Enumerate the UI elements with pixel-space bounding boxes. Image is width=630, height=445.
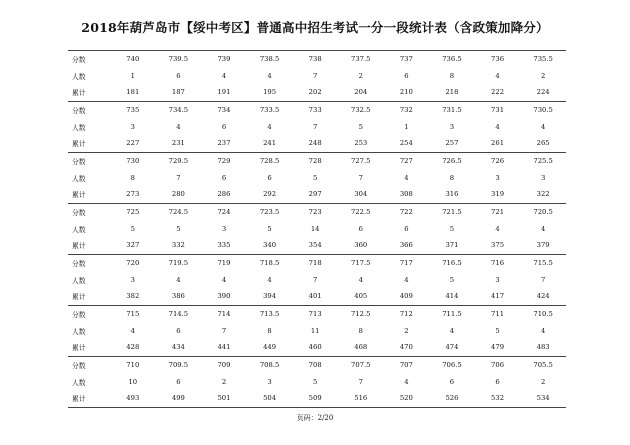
score-cell: 729.5 bbox=[168, 157, 189, 166]
score-label: 分数 bbox=[72, 311, 86, 320]
count-cell: 4 bbox=[404, 275, 409, 284]
cumulative-cell: 379 bbox=[536, 241, 550, 250]
count-cell: 14 bbox=[310, 224, 320, 233]
score-cell: 721 bbox=[491, 208, 505, 217]
count-cell: 8 bbox=[449, 173, 455, 182]
score-cell: 733 bbox=[308, 106, 322, 115]
score-cell: 718 bbox=[308, 259, 322, 268]
score-cell: 708 bbox=[308, 361, 322, 370]
cumulative-cell: 449 bbox=[263, 343, 277, 352]
score-block bbox=[68, 50, 566, 101]
cumulative-cell: 210 bbox=[399, 88, 413, 97]
cumulative-cell: 499 bbox=[171, 394, 185, 403]
count-row bbox=[68, 221, 566, 238]
count-cell: 2 bbox=[540, 377, 546, 386]
score-cell: 717.5 bbox=[351, 259, 371, 268]
count-cell: 6 bbox=[221, 173, 227, 182]
cumulative-cell: 394 bbox=[263, 292, 277, 301]
cumulative-cell: 504 bbox=[263, 394, 277, 403]
count-cell: 3 bbox=[495, 275, 500, 284]
cumulative-cell: 319 bbox=[491, 190, 505, 199]
score-row bbox=[68, 255, 566, 272]
cumulative-cell: 520 bbox=[399, 394, 413, 403]
score-cell: 732.5 bbox=[351, 106, 371, 115]
score-cell: 714 bbox=[217, 310, 231, 319]
cumulative-cell: 191 bbox=[217, 88, 231, 97]
count-label: 人数 bbox=[72, 276, 86, 285]
score-cell: 732 bbox=[399, 106, 413, 115]
score-label: 分数 bbox=[72, 56, 86, 65]
score-cell: 727 bbox=[399, 157, 413, 166]
count-cell: 3 bbox=[540, 173, 546, 182]
score-label: 分数 bbox=[72, 209, 86, 218]
cumulative-cell: 366 bbox=[399, 241, 413, 250]
cumulative-cell: 204 bbox=[354, 88, 368, 97]
score-cell: 714.5 bbox=[168, 310, 189, 319]
score-cell: 728.5 bbox=[259, 157, 280, 166]
score-cell: 738 bbox=[308, 55, 322, 64]
score-cell: 709 bbox=[217, 361, 231, 370]
score-cell: 708.5 bbox=[259, 361, 280, 370]
count-cell: 7 bbox=[358, 377, 363, 386]
score-cell: 735.5 bbox=[533, 55, 553, 64]
count-row bbox=[68, 374, 566, 391]
cumulative-cell: 327 bbox=[126, 241, 140, 250]
score-table bbox=[68, 50, 566, 408]
cumulative-cell: 516 bbox=[354, 394, 368, 403]
score-cell: 730.5 bbox=[533, 106, 553, 115]
count-cell: 6 bbox=[176, 71, 181, 80]
cumulative-cell: 460 bbox=[308, 343, 322, 352]
cumulative-cell: 493 bbox=[126, 394, 140, 403]
score-cell: 738.5 bbox=[259, 55, 280, 64]
count-cell: 4 bbox=[540, 122, 546, 131]
cumulative-label: 累计 bbox=[72, 293, 86, 302]
cumulative-cell: 479 bbox=[491, 343, 505, 352]
score-cell: 723.5 bbox=[259, 208, 280, 217]
cumulative-cell: 322 bbox=[536, 190, 550, 199]
count-cell: 4 bbox=[449, 326, 455, 335]
score-label: 分数 bbox=[72, 107, 86, 116]
cumulative-cell: 534 bbox=[536, 394, 550, 403]
cumulative-row bbox=[68, 288, 566, 305]
score-cell: 712 bbox=[399, 310, 413, 319]
count-cell: 5 bbox=[495, 326, 500, 335]
cumulative-cell: 253 bbox=[354, 139, 368, 148]
count-cell: 4 bbox=[495, 71, 500, 80]
cumulative-label: 累计 bbox=[72, 395, 86, 404]
count-cell: 4 bbox=[495, 122, 500, 131]
score-cell: 706 bbox=[491, 361, 505, 370]
score-cell: 724.5 bbox=[168, 208, 189, 217]
count-cell: 3 bbox=[221, 224, 227, 233]
count-cell: 5 bbox=[449, 224, 455, 233]
score-row bbox=[68, 51, 566, 68]
count-cell: 6 bbox=[449, 377, 455, 386]
cumulative-row bbox=[68, 135, 566, 152]
count-cell: 1 bbox=[404, 122, 409, 131]
cumulative-cell: 434 bbox=[171, 343, 185, 352]
count-cell: 5 bbox=[313, 173, 318, 182]
count-cell: 6 bbox=[176, 326, 181, 335]
score-cell: 731.5 bbox=[442, 106, 462, 115]
count-cell: 10 bbox=[128, 377, 138, 386]
count-cell: 4 bbox=[540, 224, 546, 233]
count-cell: 7 bbox=[313, 71, 318, 80]
score-cell: 724 bbox=[217, 208, 231, 217]
cumulative-cell: 409 bbox=[399, 292, 413, 301]
score-cell: 720 bbox=[126, 259, 140, 268]
count-cell: 6 bbox=[495, 377, 500, 386]
count-cell: 4 bbox=[267, 275, 272, 284]
count-cell: 5 bbox=[176, 224, 181, 233]
count-cell: 3 bbox=[267, 377, 272, 386]
cumulative-row bbox=[68, 339, 566, 356]
cumulative-cell: 405 bbox=[354, 292, 368, 301]
cumulative-cell: 187 bbox=[171, 88, 185, 97]
score-cell: 727.5 bbox=[351, 157, 371, 166]
cumulative-cell: 316 bbox=[445, 190, 459, 199]
score-cell: 722.5 bbox=[351, 208, 371, 217]
cumulative-cell: 261 bbox=[491, 139, 505, 148]
score-cell: 731 bbox=[491, 106, 505, 115]
count-row bbox=[68, 323, 566, 340]
page-number: 页码：2/20 bbox=[296, 414, 334, 422]
count-cell: 7 bbox=[176, 173, 181, 182]
score-cell: 729 bbox=[217, 157, 231, 166]
score-cell: 707 bbox=[399, 361, 413, 370]
cumulative-cell: 273 bbox=[126, 190, 140, 199]
count-cell: 4 bbox=[267, 122, 272, 131]
cumulative-label: 累计 bbox=[72, 89, 86, 98]
cumulative-cell: 286 bbox=[217, 190, 231, 199]
score-block bbox=[68, 152, 566, 203]
count-label: 人数 bbox=[72, 72, 86, 81]
cumulative-cell: 382 bbox=[126, 292, 140, 301]
score-row bbox=[68, 357, 566, 374]
cumulative-cell: 340 bbox=[263, 241, 277, 250]
count-cell: 4 bbox=[221, 71, 227, 80]
cumulative-cell: 501 bbox=[217, 394, 231, 403]
score-cell: 712.5 bbox=[351, 310, 371, 319]
score-cell: 709.5 bbox=[168, 361, 189, 370]
count-cell: 11 bbox=[310, 326, 320, 335]
cumulative-cell: 390 bbox=[217, 292, 231, 301]
count-row bbox=[68, 170, 566, 187]
count-cell: 7 bbox=[313, 122, 318, 131]
score-cell: 739.5 bbox=[168, 55, 189, 64]
count-cell: 2 bbox=[404, 326, 409, 335]
score-cell: 734.5 bbox=[168, 106, 189, 115]
cumulative-cell: 509 bbox=[308, 394, 322, 403]
cumulative-row bbox=[68, 84, 566, 101]
count-cell: 6 bbox=[176, 377, 181, 386]
cumulative-cell: 227 bbox=[126, 139, 140, 148]
cumulative-cell: 332 bbox=[171, 241, 185, 250]
cumulative-cell: 297 bbox=[308, 190, 322, 199]
count-cell: 3 bbox=[449, 122, 455, 131]
cumulative-cell: 257 bbox=[445, 139, 459, 148]
count-cell: 5 bbox=[449, 275, 455, 284]
score-cell: 740 bbox=[126, 55, 140, 64]
cumulative-row bbox=[68, 390, 566, 407]
cumulative-cell: 241 bbox=[263, 139, 277, 148]
score-cell: 710.5 bbox=[533, 310, 553, 319]
score-cell: 739 bbox=[217, 55, 231, 64]
score-block bbox=[68, 356, 566, 408]
count-cell: 7 bbox=[358, 173, 363, 182]
count-label: 人数 bbox=[72, 225, 86, 234]
count-cell: 4 bbox=[495, 224, 500, 233]
count-cell: 4 bbox=[540, 326, 546, 335]
score-cell: 723 bbox=[308, 208, 322, 217]
score-cell: 711.5 bbox=[442, 310, 462, 319]
cumulative-label: 累计 bbox=[72, 140, 86, 149]
cumulative-cell: 360 bbox=[354, 241, 368, 250]
score-cell: 719 bbox=[217, 259, 231, 268]
cumulative-cell: 254 bbox=[399, 139, 413, 148]
cumulative-row bbox=[68, 186, 566, 203]
cumulative-cell: 265 bbox=[536, 139, 550, 148]
count-cell: 4 bbox=[221, 275, 227, 284]
count-cell: 8 bbox=[130, 173, 135, 182]
cumulative-cell: 401 bbox=[308, 292, 322, 301]
score-cell: 730 bbox=[126, 157, 140, 166]
score-cell: 720.5 bbox=[533, 208, 553, 217]
score-cell: 705.5 bbox=[533, 361, 553, 370]
score-cell: 713 bbox=[308, 310, 322, 319]
count-row bbox=[68, 68, 566, 85]
count-label: 人数 bbox=[72, 327, 86, 336]
count-cell: 4 bbox=[404, 173, 409, 182]
cumulative-cell: 441 bbox=[217, 343, 231, 352]
cumulative-cell: 202 bbox=[308, 88, 322, 97]
score-label: 分数 bbox=[72, 260, 86, 269]
score-row bbox=[68, 153, 566, 170]
score-block bbox=[68, 305, 566, 356]
cumulative-cell: 335 bbox=[217, 241, 231, 250]
count-label: 人数 bbox=[72, 378, 86, 387]
score-cell: 737 bbox=[399, 55, 413, 64]
count-cell: 8 bbox=[449, 71, 455, 80]
count-cell: 1 bbox=[130, 71, 135, 80]
cumulative-cell: 224 bbox=[536, 88, 550, 97]
count-cell: 6 bbox=[358, 224, 363, 233]
cumulative-cell: 470 bbox=[399, 343, 413, 352]
cumulative-cell: 280 bbox=[171, 190, 185, 199]
cumulative-cell: 181 bbox=[126, 88, 140, 97]
count-cell: 7 bbox=[313, 275, 318, 284]
count-cell: 2 bbox=[358, 71, 363, 80]
score-cell: 710 bbox=[126, 361, 140, 370]
score-row bbox=[68, 306, 566, 323]
count-cell: 5 bbox=[267, 224, 272, 233]
cumulative-cell: 424 bbox=[536, 292, 550, 301]
score-cell: 725.5 bbox=[533, 157, 553, 166]
cumulative-cell: 526 bbox=[445, 394, 459, 403]
count-cell: 6 bbox=[267, 173, 272, 182]
score-cell: 722 bbox=[399, 208, 413, 217]
cumulative-cell: 222 bbox=[491, 88, 505, 97]
score-cell: 716 bbox=[491, 259, 505, 268]
cumulative-cell: 304 bbox=[354, 190, 368, 199]
score-cell: 733.5 bbox=[259, 106, 280, 115]
count-cell: 4 bbox=[130, 326, 135, 335]
cumulative-cell: 218 bbox=[445, 88, 459, 97]
cumulative-label: 累计 bbox=[72, 344, 86, 353]
count-cell: 7 bbox=[221, 326, 227, 335]
count-cell: 4 bbox=[176, 122, 181, 131]
count-cell: 7 bbox=[540, 275, 546, 284]
cumulative-cell: 231 bbox=[171, 139, 185, 148]
count-cell: 3 bbox=[495, 173, 500, 182]
count-cell: 8 bbox=[267, 326, 272, 335]
cumulative-cell: 248 bbox=[308, 139, 322, 148]
score-cell: 728 bbox=[308, 157, 322, 166]
count-cell: 5 bbox=[130, 224, 135, 233]
count-cell: 4 bbox=[176, 275, 181, 284]
cumulative-label: 累计 bbox=[72, 242, 86, 251]
score-cell: 735 bbox=[126, 106, 140, 115]
count-cell: 6 bbox=[404, 71, 409, 80]
cumulative-cell: 468 bbox=[354, 343, 368, 352]
cumulative-cell: 428 bbox=[126, 343, 140, 352]
score-block bbox=[68, 254, 566, 305]
score-cell: 719.5 bbox=[168, 259, 189, 268]
score-cell: 736 bbox=[491, 55, 505, 64]
cumulative-cell: 474 bbox=[445, 343, 459, 352]
score-cell: 726 bbox=[491, 157, 505, 166]
cumulative-cell: 195 bbox=[263, 88, 277, 97]
score-label: 分数 bbox=[72, 158, 86, 167]
cumulative-row bbox=[68, 237, 566, 254]
score-cell: 736.5 bbox=[442, 55, 462, 64]
cumulative-cell: 354 bbox=[308, 241, 322, 250]
cumulative-cell: 371 bbox=[445, 241, 459, 250]
cumulative-cell: 375 bbox=[491, 241, 505, 250]
count-cell: 3 bbox=[130, 275, 135, 284]
count-cell: 4 bbox=[358, 275, 363, 284]
count-cell: 6 bbox=[221, 122, 227, 131]
score-cell: 726.5 bbox=[442, 157, 462, 166]
count-cell: 5 bbox=[313, 377, 318, 386]
cumulative-cell: 532 bbox=[491, 394, 505, 403]
cumulative-cell: 292 bbox=[263, 190, 277, 199]
cumulative-cell: 483 bbox=[536, 343, 550, 352]
score-label: 分数 bbox=[72, 362, 86, 371]
count-cell: 4 bbox=[404, 377, 409, 386]
score-cell: 707.5 bbox=[351, 361, 371, 370]
count-cell: 5 bbox=[358, 122, 363, 131]
score-row bbox=[68, 102, 566, 119]
score-row bbox=[68, 204, 566, 221]
score-cell: 706.5 bbox=[442, 361, 462, 370]
score-cell: 734 bbox=[217, 106, 231, 115]
count-cell: 8 bbox=[358, 326, 363, 335]
cumulative-label: 累计 bbox=[72, 191, 86, 200]
count-row bbox=[68, 119, 566, 136]
count-row bbox=[68, 272, 566, 289]
score-cell: 715.5 bbox=[533, 259, 553, 268]
count-cell: 3 bbox=[130, 122, 135, 131]
count-cell: 4 bbox=[267, 71, 272, 80]
count-cell: 2 bbox=[540, 71, 546, 80]
score-cell: 715 bbox=[126, 310, 140, 319]
score-cell: 717 bbox=[399, 259, 413, 268]
score-cell: 716.5 bbox=[442, 259, 462, 268]
cumulative-cell: 237 bbox=[217, 139, 231, 148]
score-cell: 713.5 bbox=[259, 310, 280, 319]
score-cell: 737.5 bbox=[351, 55, 371, 64]
cumulative-cell: 417 bbox=[491, 292, 505, 301]
score-cell: 711 bbox=[491, 310, 505, 319]
score-cell: 718.5 bbox=[259, 259, 280, 268]
score-block bbox=[68, 203, 566, 254]
score-block bbox=[68, 101, 566, 152]
score-cell: 721.5 bbox=[442, 208, 462, 217]
cumulative-cell: 308 bbox=[399, 190, 413, 199]
page-title: 2018年葫芦岛市【绥中考区】普通高中招生考试一分一段统计表（含政策加降分） bbox=[81, 20, 549, 35]
cumulative-cell: 414 bbox=[445, 292, 459, 301]
count-label: 人数 bbox=[72, 174, 86, 183]
score-cell: 725 bbox=[126, 208, 140, 217]
count-label: 人数 bbox=[72, 123, 86, 132]
cumulative-cell: 386 bbox=[171, 292, 185, 301]
count-cell: 2 bbox=[221, 377, 227, 386]
count-cell: 6 bbox=[404, 224, 409, 233]
